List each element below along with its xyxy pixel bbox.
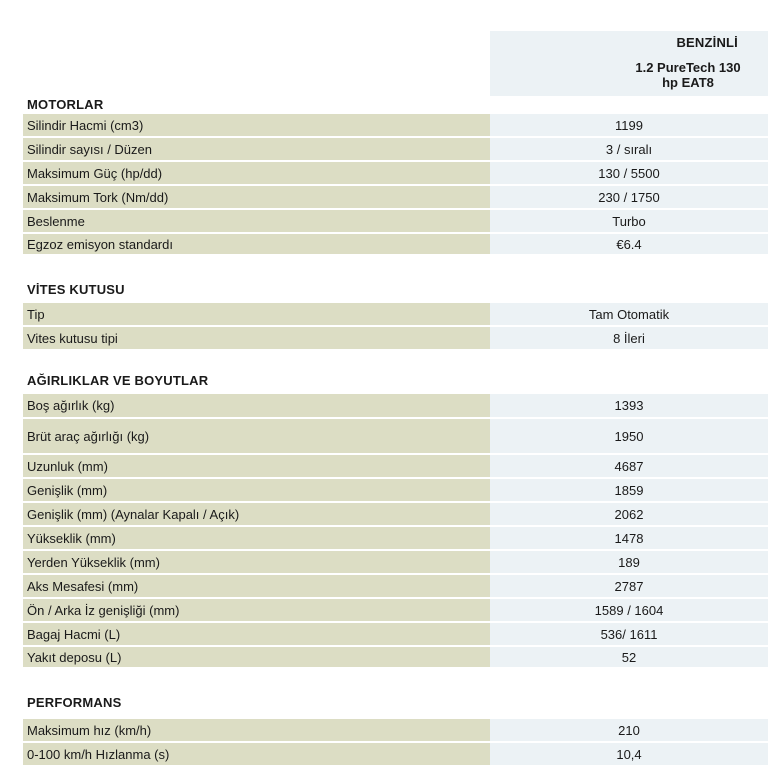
section-title-performans: PERFORMANS — [27, 695, 122, 710]
spec-value: 1950 — [490, 419, 768, 453]
engine-variant: 1.2 PureTech 130 hp EAT8 — [635, 60, 741, 90]
spec-value: €6.4 — [490, 234, 768, 254]
spec-label: Silindir Hacmi (cm3) — [23, 114, 490, 136]
spec-value: 1393 — [490, 394, 768, 417]
spec-value: 52 — [490, 647, 768, 667]
spec-label: Maksimum Tork (Nm/dd) — [23, 186, 490, 208]
spec-value: 536/ 1611 — [490, 623, 768, 645]
spec-label: Egzoz emisyon standardı — [23, 234, 490, 254]
spec-row — [23, 162, 768, 184]
spec-label: Yükseklik (mm) — [23, 527, 490, 549]
spec-row — [23, 138, 768, 160]
spec-label: Uzunluk (mm) — [23, 455, 490, 477]
spec-value: 10,4 — [490, 743, 768, 765]
spec-value: 130 / 5500 — [490, 162, 768, 184]
spec-row — [23, 719, 768, 741]
spec-row — [23, 303, 768, 325]
spec-label: Vites kutusu tipi — [23, 327, 490, 349]
spec-label: Genişlik (mm) (Aynalar Kapalı / Açık) — [23, 503, 490, 525]
spec-value: Turbo — [490, 210, 768, 232]
spec-value: 189 — [490, 551, 768, 573]
spec-label: Brüt araç ağırlığı (kg) — [23, 419, 490, 453]
spec-value: 1589 / 1604 — [490, 599, 768, 621]
spec-value: 2787 — [490, 575, 768, 597]
spec-row — [23, 623, 768, 645]
spec-row — [23, 419, 768, 453]
spec-value: 1199 — [490, 114, 768, 136]
spec-row — [23, 479, 768, 501]
spec-label: Beslenme — [23, 210, 490, 232]
spec-label: Yakıt deposu (L) — [23, 647, 490, 667]
section-title-agirliklar-ve-boyutlar: AĞIRLIKLAR VE BOYUTLAR — [27, 373, 209, 388]
spec-row — [23, 234, 768, 254]
spec-label: Bagaj Hacmi (L) — [23, 623, 490, 645]
spec-row — [23, 210, 768, 232]
spec-label: Yerden Yükseklik (mm) — [23, 551, 490, 573]
section-title-motorlar: MOTORLAR — [27, 97, 104, 112]
spec-row — [23, 527, 768, 549]
spec-row — [23, 455, 768, 477]
spec-value: 1859 — [490, 479, 768, 501]
spec-row — [23, 743, 768, 765]
spec-label: Maksimum hız (km/h) — [23, 719, 490, 741]
spec-label: Ön / Arka İz genişliği (mm) — [23, 599, 490, 621]
spec-row — [23, 394, 768, 417]
spec-value: 3 / sıralı — [490, 138, 768, 160]
spec-row — [23, 327, 768, 349]
spec-row — [23, 599, 768, 621]
spec-label: 0-100 km/h Hızlanma (s) — [23, 743, 490, 765]
spec-row — [23, 186, 768, 208]
section-title-vites-kutusu: VİTES KUTUSU — [27, 282, 125, 297]
spec-value: Tam Otomatik — [490, 303, 768, 325]
variant-column-header — [490, 31, 768, 96]
spec-row — [23, 503, 768, 525]
spec-row — [23, 647, 768, 667]
spec-value: 4687 — [490, 455, 768, 477]
spec-label: Boş ağırlık (kg) — [23, 394, 490, 417]
spec-value: 8 İleri — [490, 327, 768, 349]
fuel-type: BENZİNLİ — [676, 35, 738, 50]
spec-value: 2062 — [490, 503, 768, 525]
spec-label: Tip — [23, 303, 490, 325]
spec-value: 230 / 1750 — [490, 186, 768, 208]
spec-row — [23, 551, 768, 573]
spec-label: Genişlik (mm) — [23, 479, 490, 501]
spec-label: Aks Mesafesi (mm) — [23, 575, 490, 597]
spec-label: Maksimum Güç (hp/dd) — [23, 162, 490, 184]
spec-row — [23, 114, 768, 136]
spec-label: Silindir sayısı / Düzen — [23, 138, 490, 160]
spec-value: 210 — [490, 719, 768, 741]
spec-value: 1478 — [490, 527, 768, 549]
spec-row — [23, 575, 768, 597]
